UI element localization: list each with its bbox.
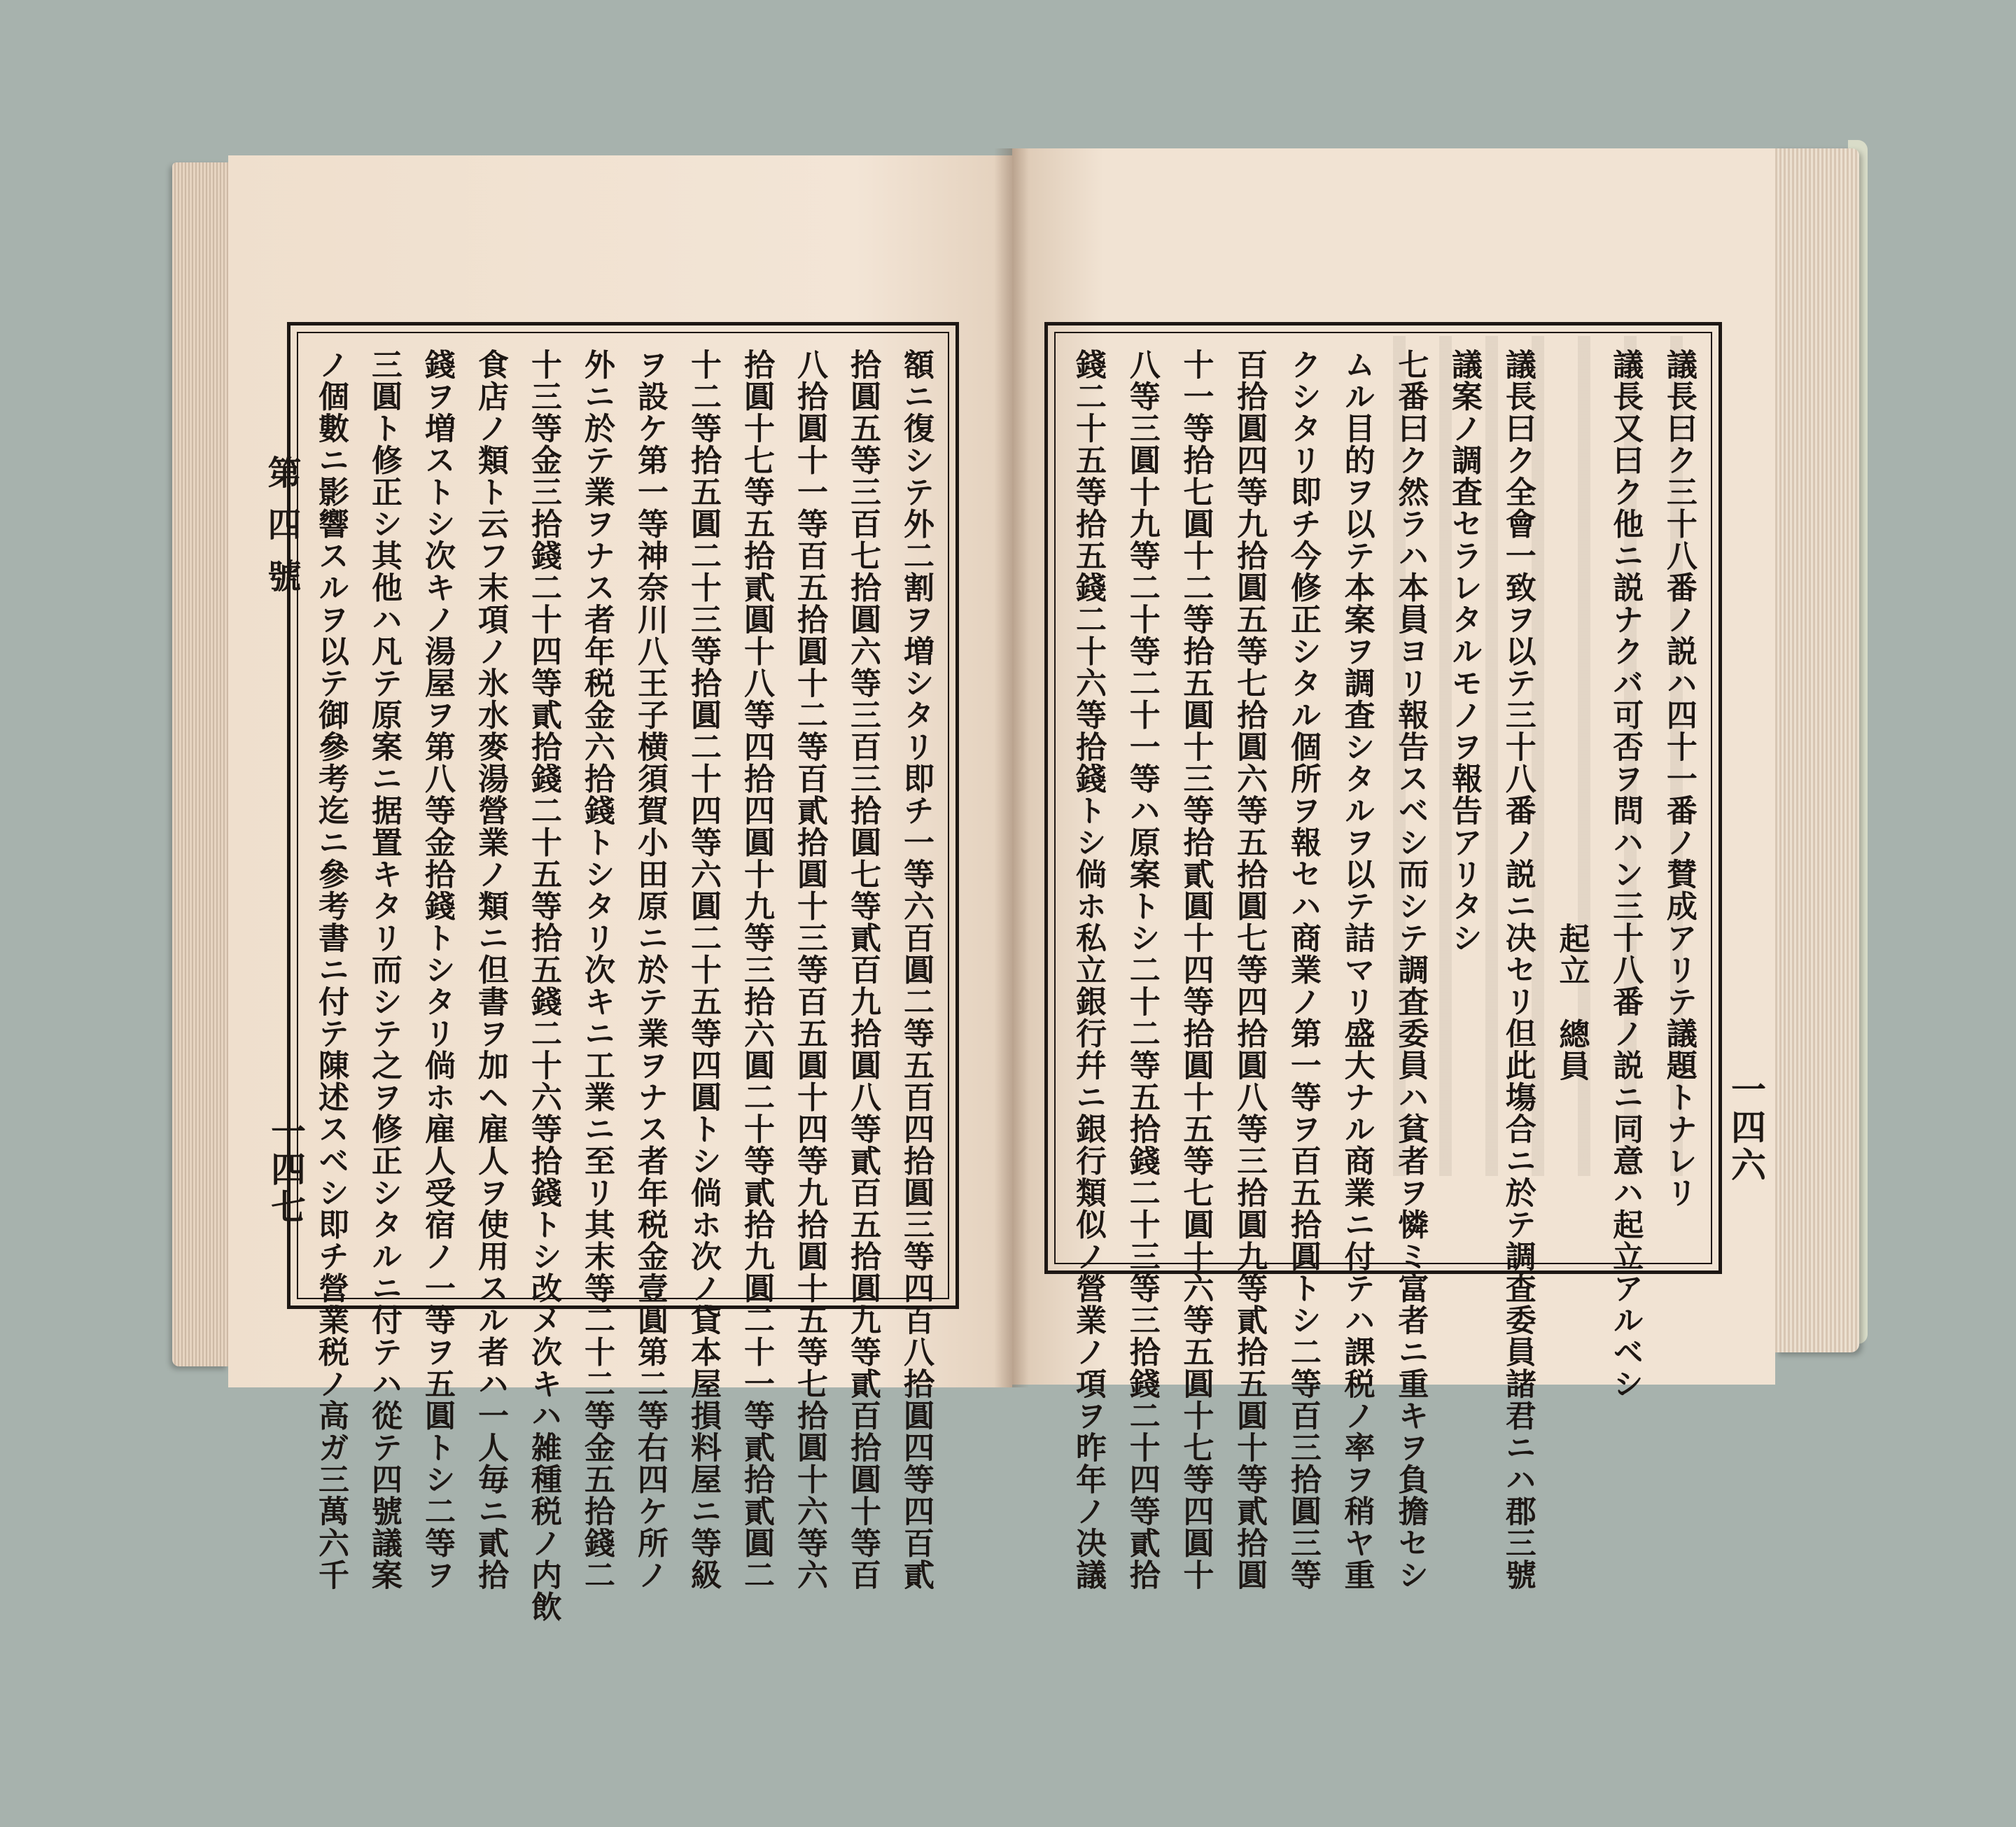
right-page-number: 一四六 bbox=[1726, 1071, 1767, 1184]
text-column: 議長曰ク全會一致ヲ以テ三十八番ノ説ニ决セリ但此塲合ニ於テ調査委員諸君ニハ郡三號 bbox=[1499, 349, 1536, 1591]
right-text-frame bbox=[1044, 322, 1722, 1591]
text-column: 十一等拾七圓十二等拾五圓十三等拾貳圓十四等拾圓十五等七圓十六等五圓十七等四圓十 bbox=[1177, 349, 1214, 1591]
text-column: 七番曰ク然ラハ本員ヨリ報告スベシ而シテ調査委員ハ貧者ヲ憐ミ富者ニ重キヲ負擔セシ bbox=[1392, 349, 1429, 1591]
text-column-vote-result: 起立 總員 bbox=[1553, 923, 1590, 1082]
left-page-number: 一四七 bbox=[265, 1113, 307, 1226]
text-column: 十三等金三拾錢二十四等貳拾錢二十五等拾五錢二十六等拾錢トシ改メ次キハ雑種税ノ内飲 bbox=[526, 349, 561, 1623]
right-text-frame-inner bbox=[1054, 332, 1712, 1591]
text-column: 十二等拾五圓二十三等拾圓二十四等六圓二十五等四圓トシ倘ホ次ノ貸本屋損料屋ニ等級 bbox=[685, 349, 721, 1591]
book-gutter bbox=[994, 148, 1029, 1387]
left-text-frame bbox=[287, 322, 959, 1623]
text-column: 食店ノ類ト云フ末項ノ氷水麥湯營業ノ類ニ但書ヲ加ヘ雇人ヲ使用スル者ハ一人毎ニ貳拾 bbox=[472, 349, 508, 1591]
text-column: 額ニ復シテ外二割ヲ増シタリ即チ一等六百圓二等五百四拾圓三等四百八拾圓四等四百貳 bbox=[898, 349, 934, 1591]
text-column: 拾圓十七等五拾貳圓十八等四拾四圓十九等三拾六圓二十等貳拾九圓二十一等貳拾貳圓二 bbox=[738, 349, 774, 1591]
text-column: 八等三圓十九等二十等二十一等ハ原案トシ二十二等五拾錢二十三等三拾錢二十四等貳拾 bbox=[1124, 349, 1160, 1591]
text-column: 三圓ト修正シ其他ハ凡テ原案ニ据置キタリ而シテ之ヲ修正シタルニ付テハ從テ四號議案 bbox=[366, 349, 402, 1591]
text-column: 錢二十五等拾五錢二十六等拾錢トシ倘ホ私立銀行幷ニ銀行類似ノ營業ノ項ヲ昨年ノ决議 bbox=[1070, 349, 1106, 1591]
text-column: 八拾圓十一等百五拾圓十二等百貳拾圓十三等百五圓十四等九拾圓十五等七拾圓十六等六 bbox=[792, 349, 827, 1591]
left-page-edges bbox=[172, 162, 228, 1366]
text-column: 拾圓五等三百七拾圓六等三百三拾圓七等貳百九拾圓八等貳百五拾圓九等貳百拾圓十等百 bbox=[845, 349, 881, 1591]
right-page-edges bbox=[1775, 148, 1859, 1352]
text-column: 議案ノ調査セラレタルモノヲ報告アリタシ bbox=[1446, 349, 1483, 954]
left-text-columns bbox=[298, 333, 948, 1623]
text-column: 外ニ於テ業ヲナス者年税金六拾錢トシタリ次キニ工業ニ至リ其末等二十二等金五拾錢二 bbox=[579, 349, 615, 1591]
text-column: 議長又曰ク他ニ説ナクバ可否ヲ問ハン三十八番ノ説ニ同意ハ起立アルベシ bbox=[1607, 349, 1644, 1400]
text-column: ノ個數ニ影響スルヲ以テ御參考迄ニ參考書ニ付テ陳述スベシ即チ營業税ノ高ガ三萬六千 bbox=[313, 349, 349, 1591]
left-text-frame-inner bbox=[297, 332, 949, 1623]
text-column: ヲ設ケ第一等神奈川八王子横須賀小田原ニ於テ業ヲナス者年税金壹圓第二等右四ケ所ノ bbox=[632, 349, 668, 1591]
text-column: クシタリ即チ今修正シタル個所ヲ報セハ商業ノ第一等ヲ百五拾圓トシ二等百三拾圓三等 bbox=[1284, 349, 1321, 1591]
text-column: 百拾圓四等九拾圓五等七拾圓六等五拾圓七等四拾圓八等三拾圓九等貳拾五圓十等貳拾圓 bbox=[1231, 349, 1268, 1591]
text-column: ムル目的ヲ以テ本案ヲ調査シタルヲ以テ詰マリ盛大ナル商業ニ付テハ課税ノ率ヲ稍ヤ重 bbox=[1338, 349, 1375, 1591]
text-column: 議長曰ク三十八番ノ説ハ四十一番ノ賛成アリテ議題トナレリ bbox=[1660, 349, 1697, 1209]
left-issue-label: 第四號 bbox=[262, 455, 301, 610]
text-column: 錢ヲ増ストシ次キノ湯屋ヲ第八等金拾錢トシタリ倘ホ雇人受宿ノ一等ヲ五圓トシ二等ヲ bbox=[419, 349, 455, 1591]
right-text-columns bbox=[1056, 333, 1711, 1591]
